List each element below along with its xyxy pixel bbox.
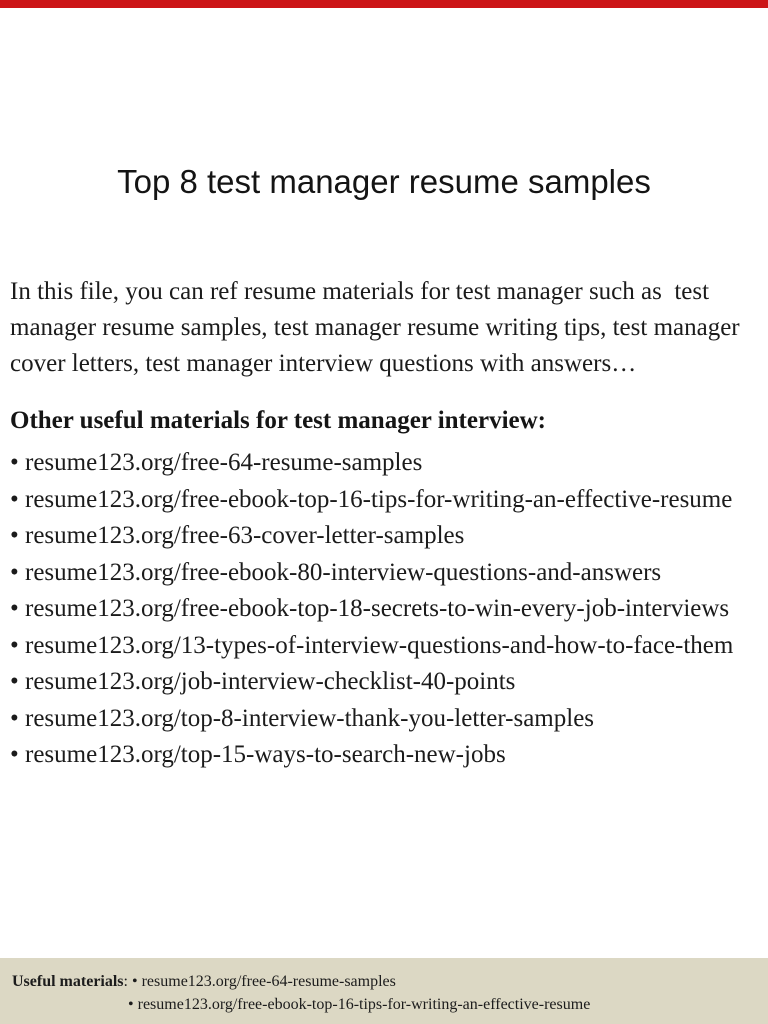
bullet-item [10,628,762,665]
bullet-icon: • [10,522,26,549]
bullet-item [10,482,762,519]
bullet-item-text: resume123.org/free-64-resume-samples [25,449,423,476]
footer-url-2: resume123.org/free-ebook-top-16-tips-for-writing-an-effective-resume [137,996,591,1013]
bullet-icon: • [10,558,26,586]
bullet-icon: • [10,595,26,622]
footer-bar [0,958,768,1024]
bullet-icon: • [10,704,26,732]
bullet-icon: • [10,741,26,768]
section-heading: Other useful materials for test manager interview: [10,407,546,434]
bullet-icon: • [128,996,134,1013]
footer-url-1: resume123.org/free-64-resume-samples [141,973,396,990]
bullet-icon: • [10,485,26,513]
bullet-item-text: resume123.org/top-8-interview-thank-you-letter-samples [25,704,595,732]
page-title: Top 8 test manager resume samples [117,163,651,201]
bullet-item [10,555,762,592]
bullet-icon: • [10,668,26,695]
footer-label-colon: : [123,973,128,990]
bullet-item [10,664,762,701]
bullet-item [10,518,762,555]
bullet-list [10,445,762,774]
bullet-icon: • [131,973,138,990]
intro-paragraph [10,274,762,382]
bullet-item-text: resume123.org/free-ebook-80-interview-questions-and-answers [25,558,662,586]
bullet-item [10,701,762,738]
bullet-icon: • [10,631,26,659]
footer-label: Useful materials [12,973,124,990]
bullet-item-text: resume123.org/free-ebook-top-16-tips-for-writing-an-effective-resume [25,485,733,513]
intro-line: In this file, you can ref resume materials for test manager such as test [10,278,710,305]
bullet-item [10,737,762,774]
bullet-item-text: resume123.org/top-15-ways-to-search-new-jobs [25,741,506,768]
footer-line-1 [0,970,768,993]
intro-line: manager resume samples, test manager resume writing tips, test manager [10,314,740,341]
bullet-icon: • [10,449,26,476]
bullet-item-text: resume123.org/free-ebook-top-18-secrets-to-win-every-job-interviews [25,595,730,622]
bullet-item [10,445,762,482]
slide-top-bar [0,0,768,8]
intro-line: cover letters, test manager interview questions with answers… [10,350,637,377]
bullet-item-text: resume123.org/13-types-of-interview-questions-and-how-to-face-them [25,631,734,659]
bullet-item-text: resume123.org/job-interview-checklist-40-points [25,668,516,695]
footer-line-2 [0,993,768,1016]
bullet-item-text: resume123.org/free-63-cover-letter-samples [25,522,465,549]
bullet-item [10,591,762,628]
